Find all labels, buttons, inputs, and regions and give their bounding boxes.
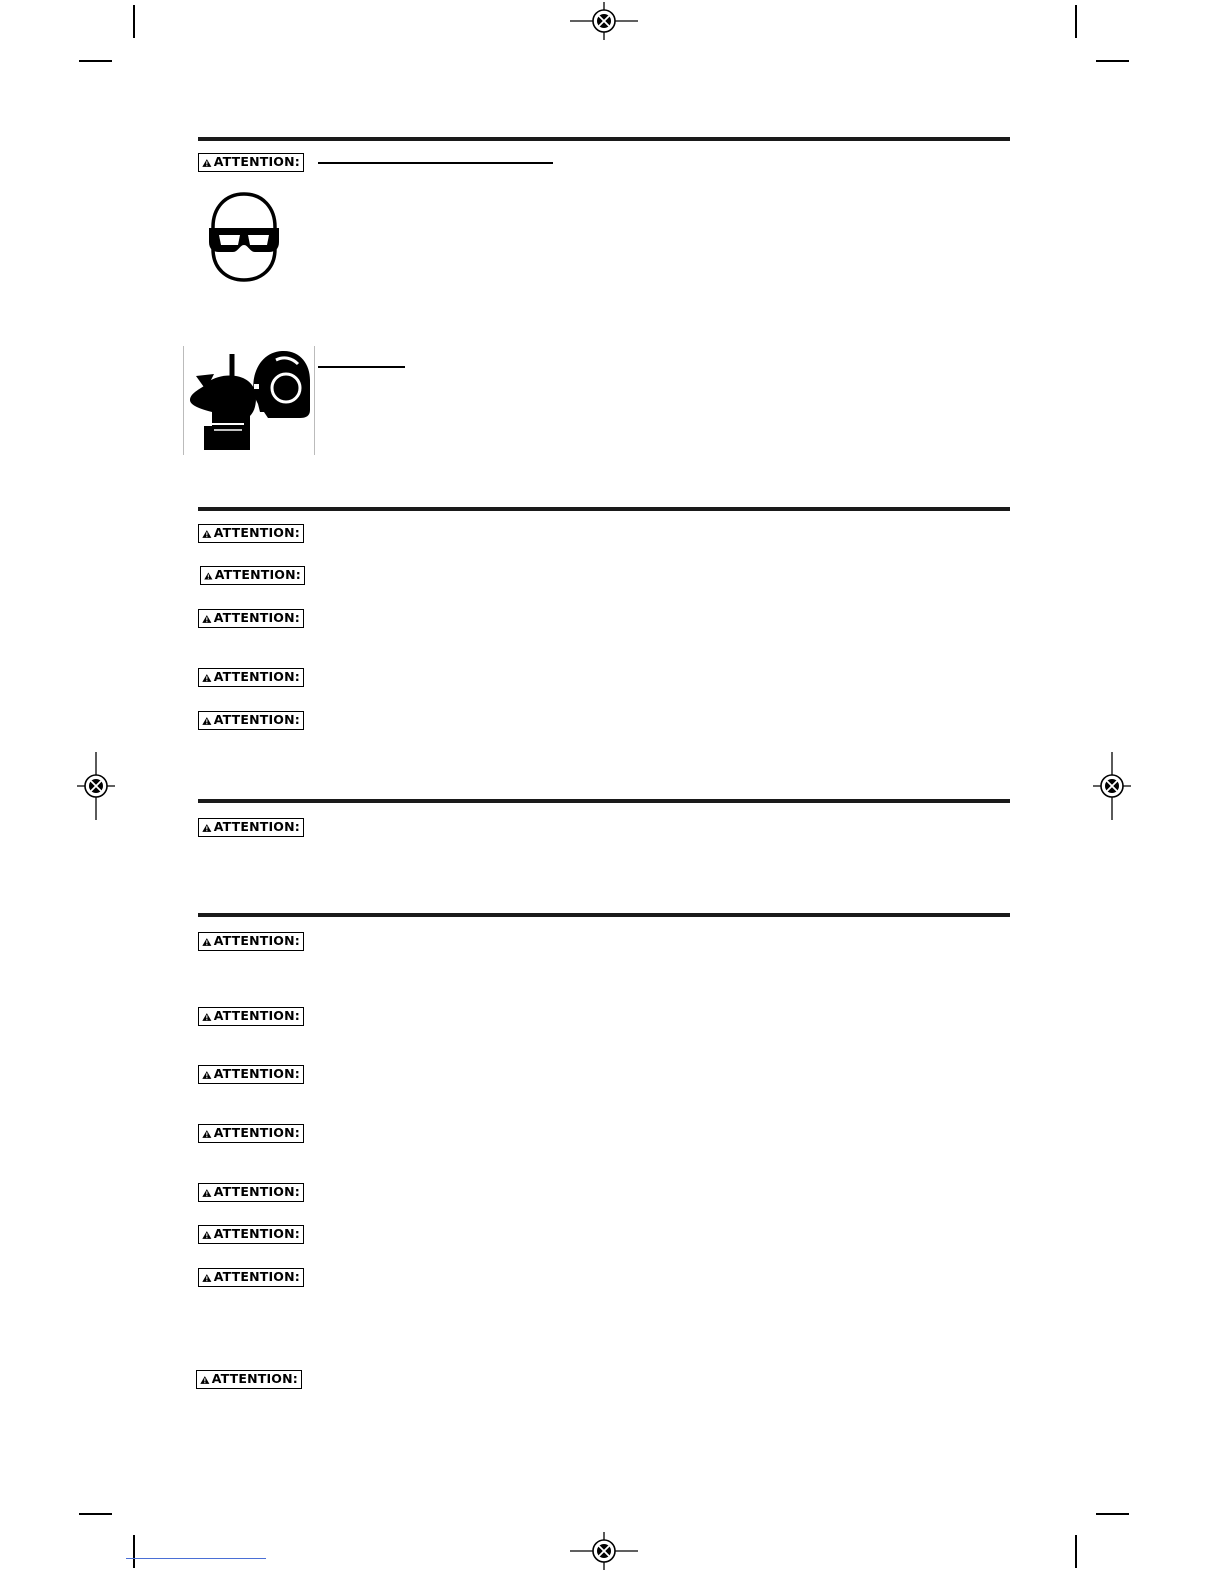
- attention-label: ATTENTION:: [213, 712, 300, 728]
- warning-triangle-icon: [204, 569, 213, 583]
- attention-badge: [198, 1007, 304, 1026]
- attention-label: ATTENTION:: [213, 933, 300, 949]
- attention-label: ATTENTION:: [213, 154, 300, 170]
- crop-mark-bottom-right-horizontal: [1096, 1513, 1129, 1515]
- warning-triangle-icon: [202, 1068, 212, 1082]
- registration-mark-icon: [570, 2, 638, 40]
- warning-triangle-icon: [202, 935, 212, 949]
- section-divider: [198, 913, 1010, 917]
- attention-badge: [196, 1370, 302, 1389]
- attention-badge: [198, 609, 304, 628]
- attention-label: ATTENTION:: [213, 1008, 300, 1024]
- attention-label: ATTENTION:: [213, 1125, 300, 1141]
- crop-mark-top-left-horizontal: [79, 60, 112, 62]
- attention-badge: [200, 566, 305, 585]
- attention-badge: [198, 1124, 304, 1143]
- attention-badge: [198, 1268, 304, 1287]
- safety-goggles-icon: [205, 191, 283, 283]
- attention-label: ATTENTION:: [214, 567, 301, 583]
- attention-badge: [198, 1225, 304, 1244]
- attention-label: ATTENTION:: [213, 610, 300, 626]
- attention-badge: [198, 711, 304, 730]
- registration-mark-icon: [1093, 752, 1131, 820]
- warning-triangle-icon: [202, 1186, 212, 1200]
- bottom-left-blue-line: [126, 1558, 266, 1559]
- attention-label: ATTENTION:: [213, 525, 300, 541]
- attention-label: ATTENTION:: [213, 819, 300, 835]
- warning-triangle-icon: [202, 671, 212, 685]
- dust-mask-hearing-protection-icon: [183, 346, 315, 455]
- section-divider: [198, 507, 1010, 511]
- crop-mark-top-right-horizontal: [1096, 60, 1129, 62]
- registration-mark-icon: [77, 752, 115, 820]
- attention-badge: [198, 153, 304, 172]
- registration-mark-icon: [570, 1532, 638, 1570]
- crop-mark-top-right-vertical: [1075, 5, 1077, 38]
- attention-badge: [198, 1065, 304, 1084]
- warning-triangle-icon: [200, 1373, 210, 1387]
- warning-triangle-icon: [202, 156, 212, 170]
- crop-mark-bottom-left-horizontal: [79, 1513, 112, 1515]
- crop-mark-bottom-left-vertical: [133, 1535, 135, 1568]
- attention-badge: [198, 524, 304, 543]
- section-divider: [198, 799, 1010, 803]
- warning-triangle-icon: [202, 1127, 212, 1141]
- crop-mark-bottom-right-vertical: [1075, 1535, 1077, 1568]
- attention-label: ATTENTION:: [213, 1066, 300, 1082]
- warning-triangle-icon: [202, 1010, 212, 1024]
- warning-triangle-icon: [202, 612, 212, 626]
- attention-badge: [198, 1183, 304, 1202]
- attention-badge: [198, 818, 304, 837]
- attention-label: ATTENTION:: [213, 669, 300, 685]
- warning-triangle-icon: [202, 1228, 212, 1242]
- underline-rule: [318, 162, 553, 164]
- warning-triangle-icon: [202, 527, 212, 541]
- warning-triangle-icon: [202, 1271, 212, 1285]
- attention-label: ATTENTION:: [213, 1184, 300, 1200]
- warning-triangle-icon: [202, 714, 212, 728]
- attention-badge: [198, 932, 304, 951]
- underline-rule-short: [318, 366, 405, 368]
- section-divider: [198, 137, 1010, 141]
- attention-badge: [198, 668, 304, 687]
- attention-label: ATTENTION:: [211, 1371, 298, 1387]
- attention-label: ATTENTION:: [213, 1269, 300, 1285]
- attention-label: ATTENTION:: [213, 1226, 300, 1242]
- crop-mark-top-left-vertical: [133, 5, 135, 38]
- warning-triangle-icon: [202, 821, 212, 835]
